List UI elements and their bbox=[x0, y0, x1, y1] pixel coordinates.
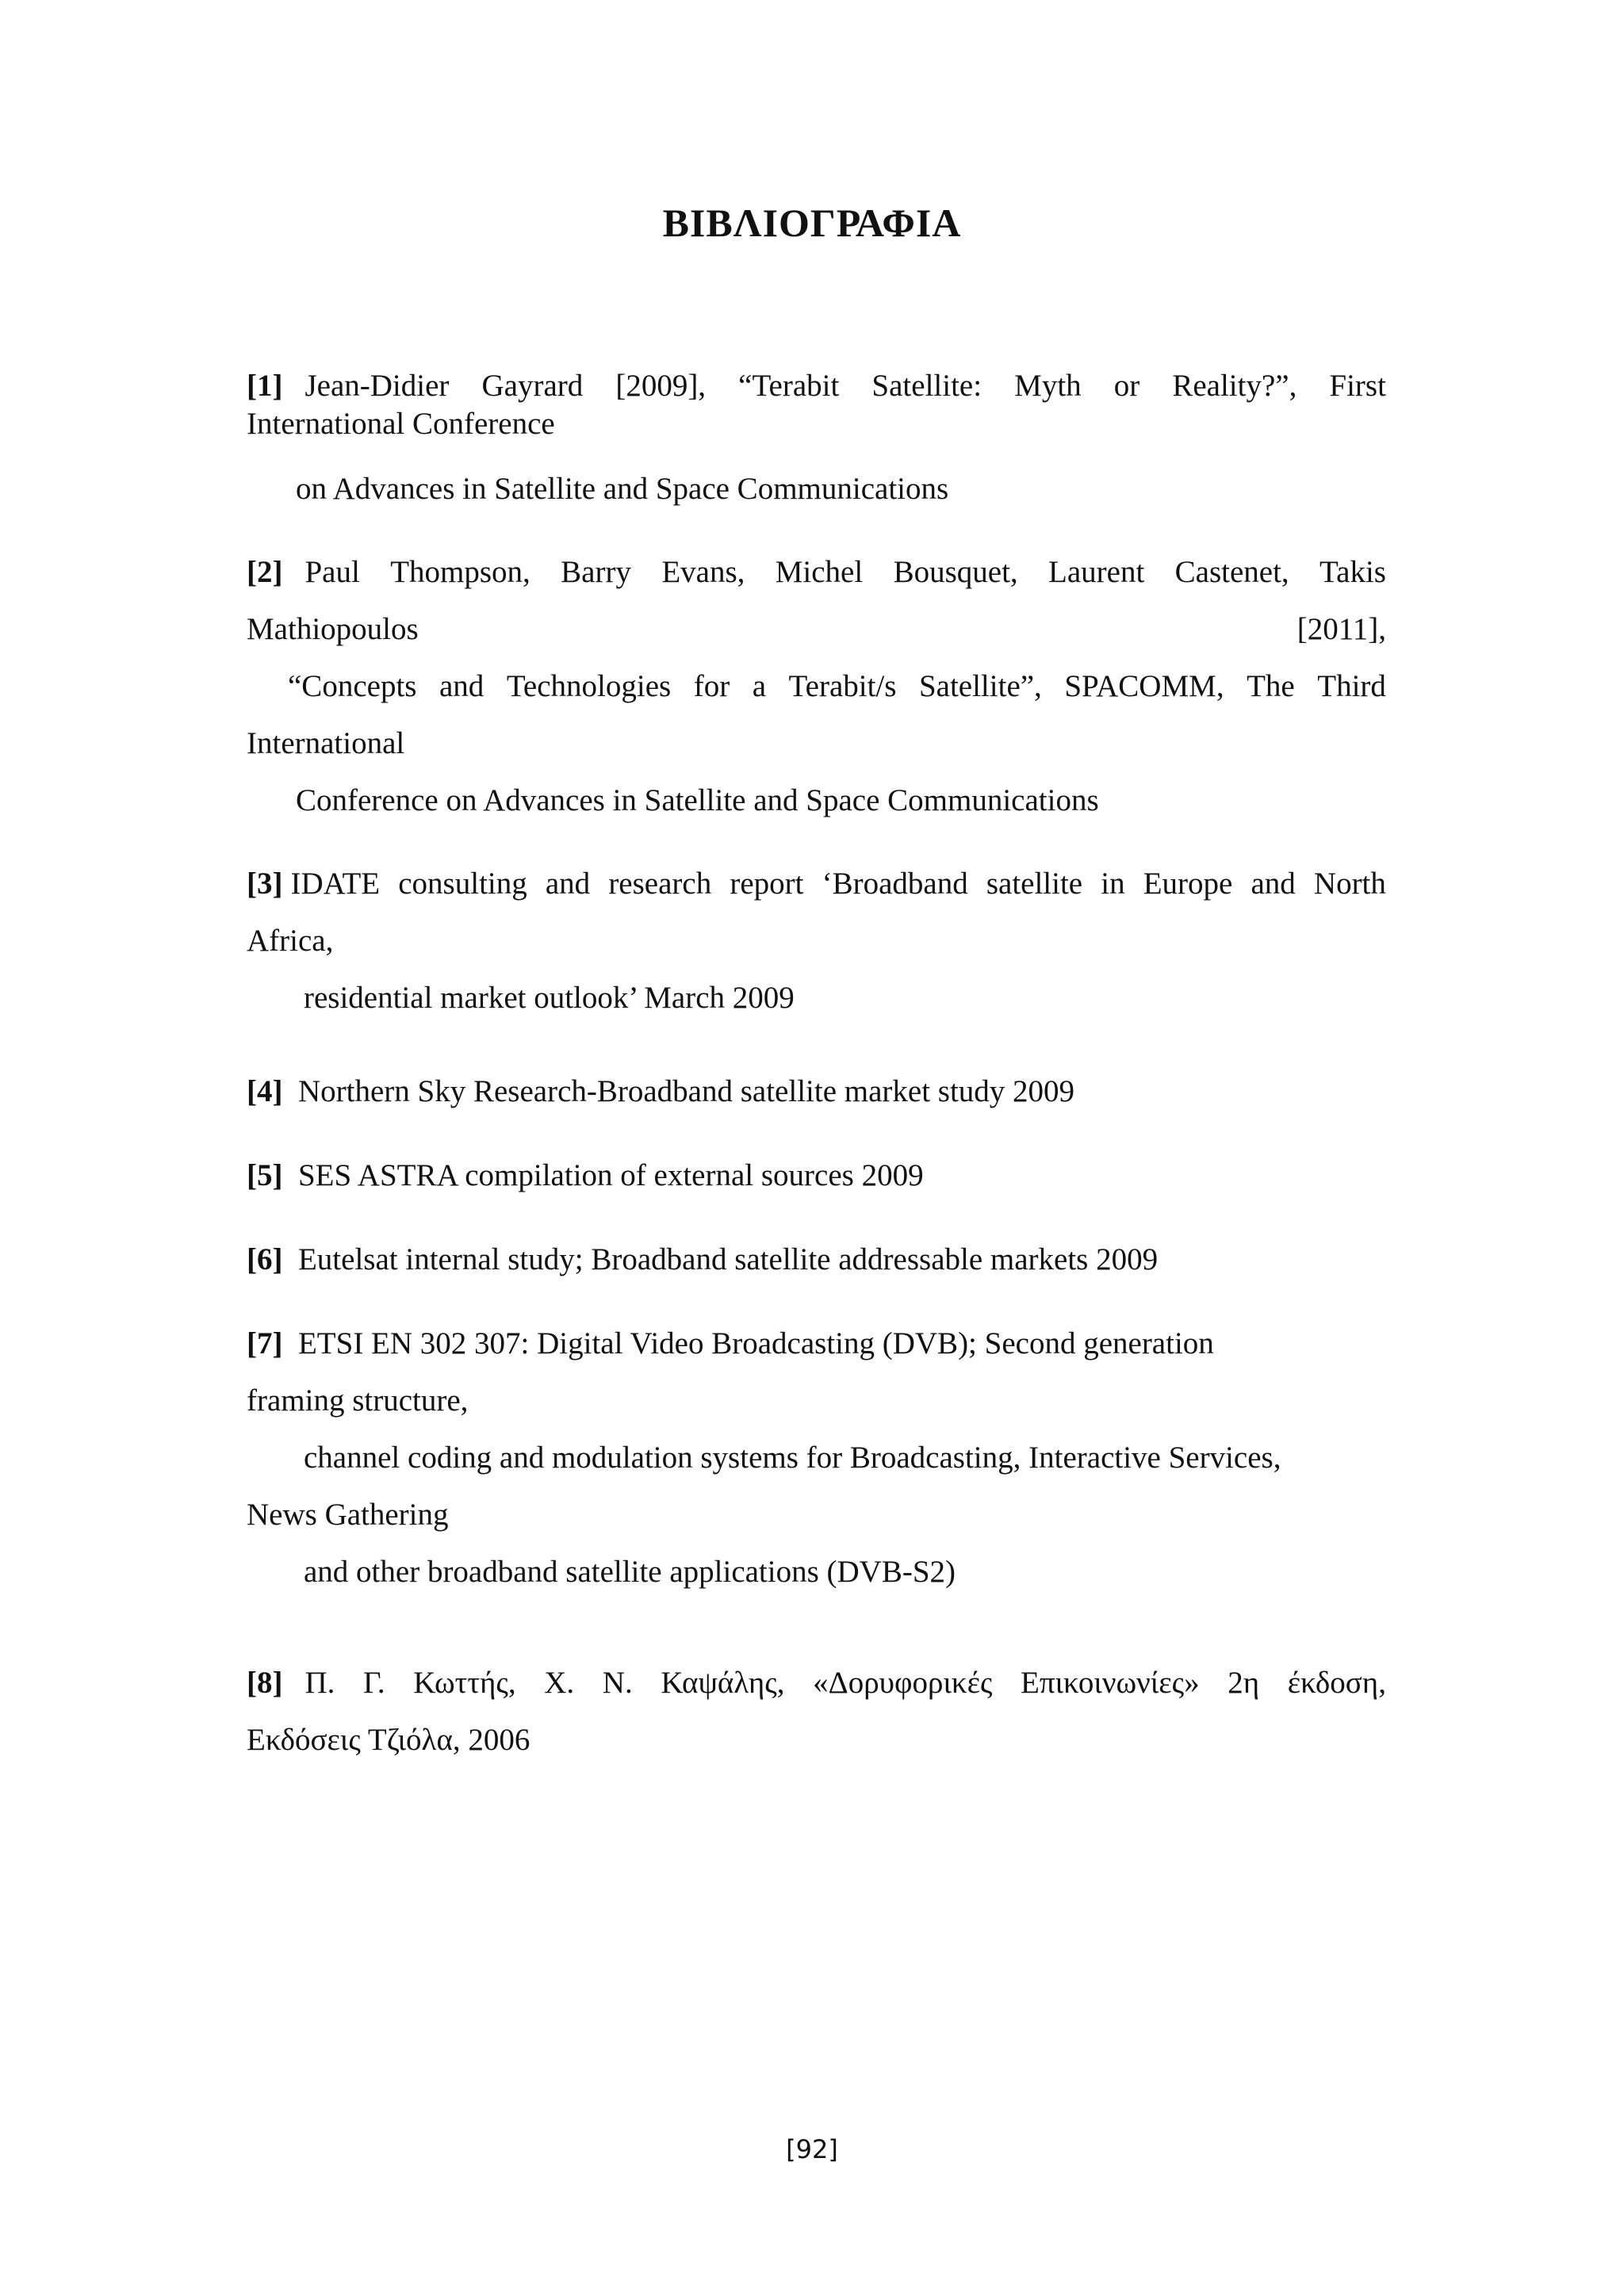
justified-word: research bbox=[608, 867, 712, 901]
justified-word: Καψάλης, bbox=[661, 1666, 785, 1700]
justified-word: έκδοση, bbox=[1287, 1666, 1386, 1700]
reference-7-line-1 bbox=[247, 1325, 1386, 1363]
reference-4-text: Northern Sky Research-Broadband satellite market study 2009 bbox=[297, 1074, 1075, 1108]
reference-2-text-justified bbox=[304, 553, 1386, 591]
reference-2-title-justified bbox=[288, 668, 1386, 706]
reference-1-number: [1] bbox=[247, 369, 283, 403]
reference-1-line-1 bbox=[247, 367, 1386, 405]
reference-8-number: [8] bbox=[247, 1666, 283, 1700]
reference-3-text-wrapper bbox=[247, 865, 282, 903]
reference-2-line-2 bbox=[247, 610, 1386, 649]
justified-word: Χ. bbox=[544, 1666, 575, 1700]
reference-7-line-4: News Gathering bbox=[247, 1498, 449, 1532]
reference-3-number: [3] bbox=[247, 867, 283, 901]
reference-1-text-justified bbox=[304, 367, 1386, 405]
justified-word: for bbox=[693, 669, 730, 703]
reference-2-line-3 bbox=[288, 668, 1386, 706]
page-number: [92] bbox=[786, 2134, 838, 2164]
justified-word: and bbox=[439, 669, 485, 703]
reference-4-number: [4] bbox=[247, 1074, 283, 1108]
reference-6-text: Eutelsat internal study; Broadband satellite addressable markets 2009 bbox=[297, 1242, 1159, 1276]
justified-word: First bbox=[1329, 369, 1386, 403]
justified-word: Satellite”, bbox=[918, 669, 1042, 703]
justified-word: North bbox=[1313, 867, 1386, 901]
reference-2-year: [2011], bbox=[1297, 612, 1386, 646]
justified-word: and bbox=[545, 867, 591, 901]
reference-5-text: SES ASTRA compilation of external sources 2009 bbox=[297, 1158, 924, 1192]
justified-word: Jean-Didier bbox=[304, 369, 450, 403]
reference-2-line-4: International bbox=[247, 726, 405, 760]
justified-word: «Δορυφορικές bbox=[813, 1666, 993, 1700]
justified-word: Επικοινωνίες» bbox=[1021, 1666, 1200, 1700]
justified-word: in bbox=[1101, 867, 1125, 901]
justified-word: Technologies bbox=[506, 669, 672, 703]
reference-1-line-3: on Advances in Satellite and Space Communications bbox=[296, 472, 949, 506]
justified-word: Myth bbox=[1014, 369, 1082, 403]
reference-3-line-3: residential market outlook’ March 2009 bbox=[304, 981, 795, 1015]
justified-word: Κωττής, bbox=[413, 1666, 516, 1700]
justified-word: Castenet, bbox=[1174, 555, 1289, 589]
justified-word: consulting bbox=[398, 867, 527, 901]
justified-word: Reality?”, bbox=[1172, 369, 1297, 403]
reference-8-line-1 bbox=[247, 1664, 1386, 1702]
reference-3-text-justified bbox=[290, 865, 1386, 903]
reference-7-line-5: and other broadband satellite applications (DVB-S2) bbox=[304, 1555, 956, 1589]
justified-word: Terabit/s bbox=[788, 669, 897, 703]
justified-word: Ν. bbox=[602, 1666, 633, 1700]
justified-word: satellite bbox=[986, 867, 1083, 901]
reference-3-line-2: Africa, bbox=[247, 924, 334, 958]
justified-word: Γ. bbox=[363, 1666, 385, 1700]
reference-8-line-2: Εκδόσεις Τζιόλα, 2006 bbox=[247, 1723, 530, 1757]
justified-word: Takis bbox=[1320, 555, 1386, 589]
justified-word: Michel bbox=[775, 555, 864, 589]
justified-word: ‘Broadband bbox=[822, 867, 968, 901]
reference-7-text: ETSI EN 302 307: Digital Video Broadcasting (DVB); Second generation bbox=[297, 1326, 1214, 1360]
page-title: ΒΙΒΛΙΟΓΡΑΦΙΑ bbox=[662, 201, 962, 245]
justified-word: Π. bbox=[304, 1666, 335, 1700]
justified-word: Bousquet, bbox=[893, 555, 1018, 589]
justified-word: Paul bbox=[304, 555, 360, 589]
justified-word: 2η bbox=[1228, 1666, 1260, 1700]
justified-word: Laurent bbox=[1048, 555, 1145, 589]
reference-7-line-3: channel coding and modulation systems for Broadcasting, Interactive Services, bbox=[304, 1441, 1281, 1475]
justified-word: Barry bbox=[561, 555, 631, 589]
reference-7-line-2: framing structure, bbox=[247, 1383, 469, 1418]
justified-word: “Terabit bbox=[738, 369, 840, 403]
justified-word: Gayrard bbox=[481, 369, 584, 403]
justified-word: SPACOMM, bbox=[1064, 669, 1224, 703]
reference-2-line-1 bbox=[247, 553, 1386, 591]
reference-2-author-tail: Mathiopoulos bbox=[247, 612, 419, 646]
justified-word: or bbox=[1113, 369, 1140, 403]
justified-word: and bbox=[1251, 867, 1296, 901]
justified-word: Third bbox=[1317, 669, 1386, 703]
justified-word: Europe bbox=[1143, 867, 1233, 901]
reference-5-number: [5] bbox=[247, 1158, 283, 1192]
justified-word: Satellite: bbox=[871, 369, 982, 403]
justified-word: report bbox=[730, 867, 804, 901]
reference-5-line-1 bbox=[247, 1157, 1386, 1195]
justified-word: “Concepts bbox=[288, 669, 417, 703]
reference-8-text-justified bbox=[304, 1664, 1386, 1702]
justified-word: The bbox=[1247, 669, 1295, 703]
reference-6-number: [6] bbox=[247, 1242, 283, 1276]
justified-word: a bbox=[752, 669, 767, 703]
justified-word: Evans, bbox=[661, 555, 745, 589]
justified-word: Thompson, bbox=[390, 555, 530, 589]
reference-1-line-2: International Conference bbox=[247, 407, 555, 441]
reference-7-number: [7] bbox=[247, 1326, 283, 1360]
reference-6-line-1 bbox=[247, 1241, 1386, 1279]
reference-2-number: [2] bbox=[247, 555, 283, 589]
reference-4-line-1 bbox=[247, 1073, 1386, 1111]
reference-2-line-5: Conference on Advances in Satellite and Space Communications bbox=[296, 783, 1099, 817]
reference-3-line-1 bbox=[247, 865, 1386, 903]
justified-word: IDATE bbox=[290, 867, 381, 901]
justified-word: [2009], bbox=[615, 369, 707, 403]
